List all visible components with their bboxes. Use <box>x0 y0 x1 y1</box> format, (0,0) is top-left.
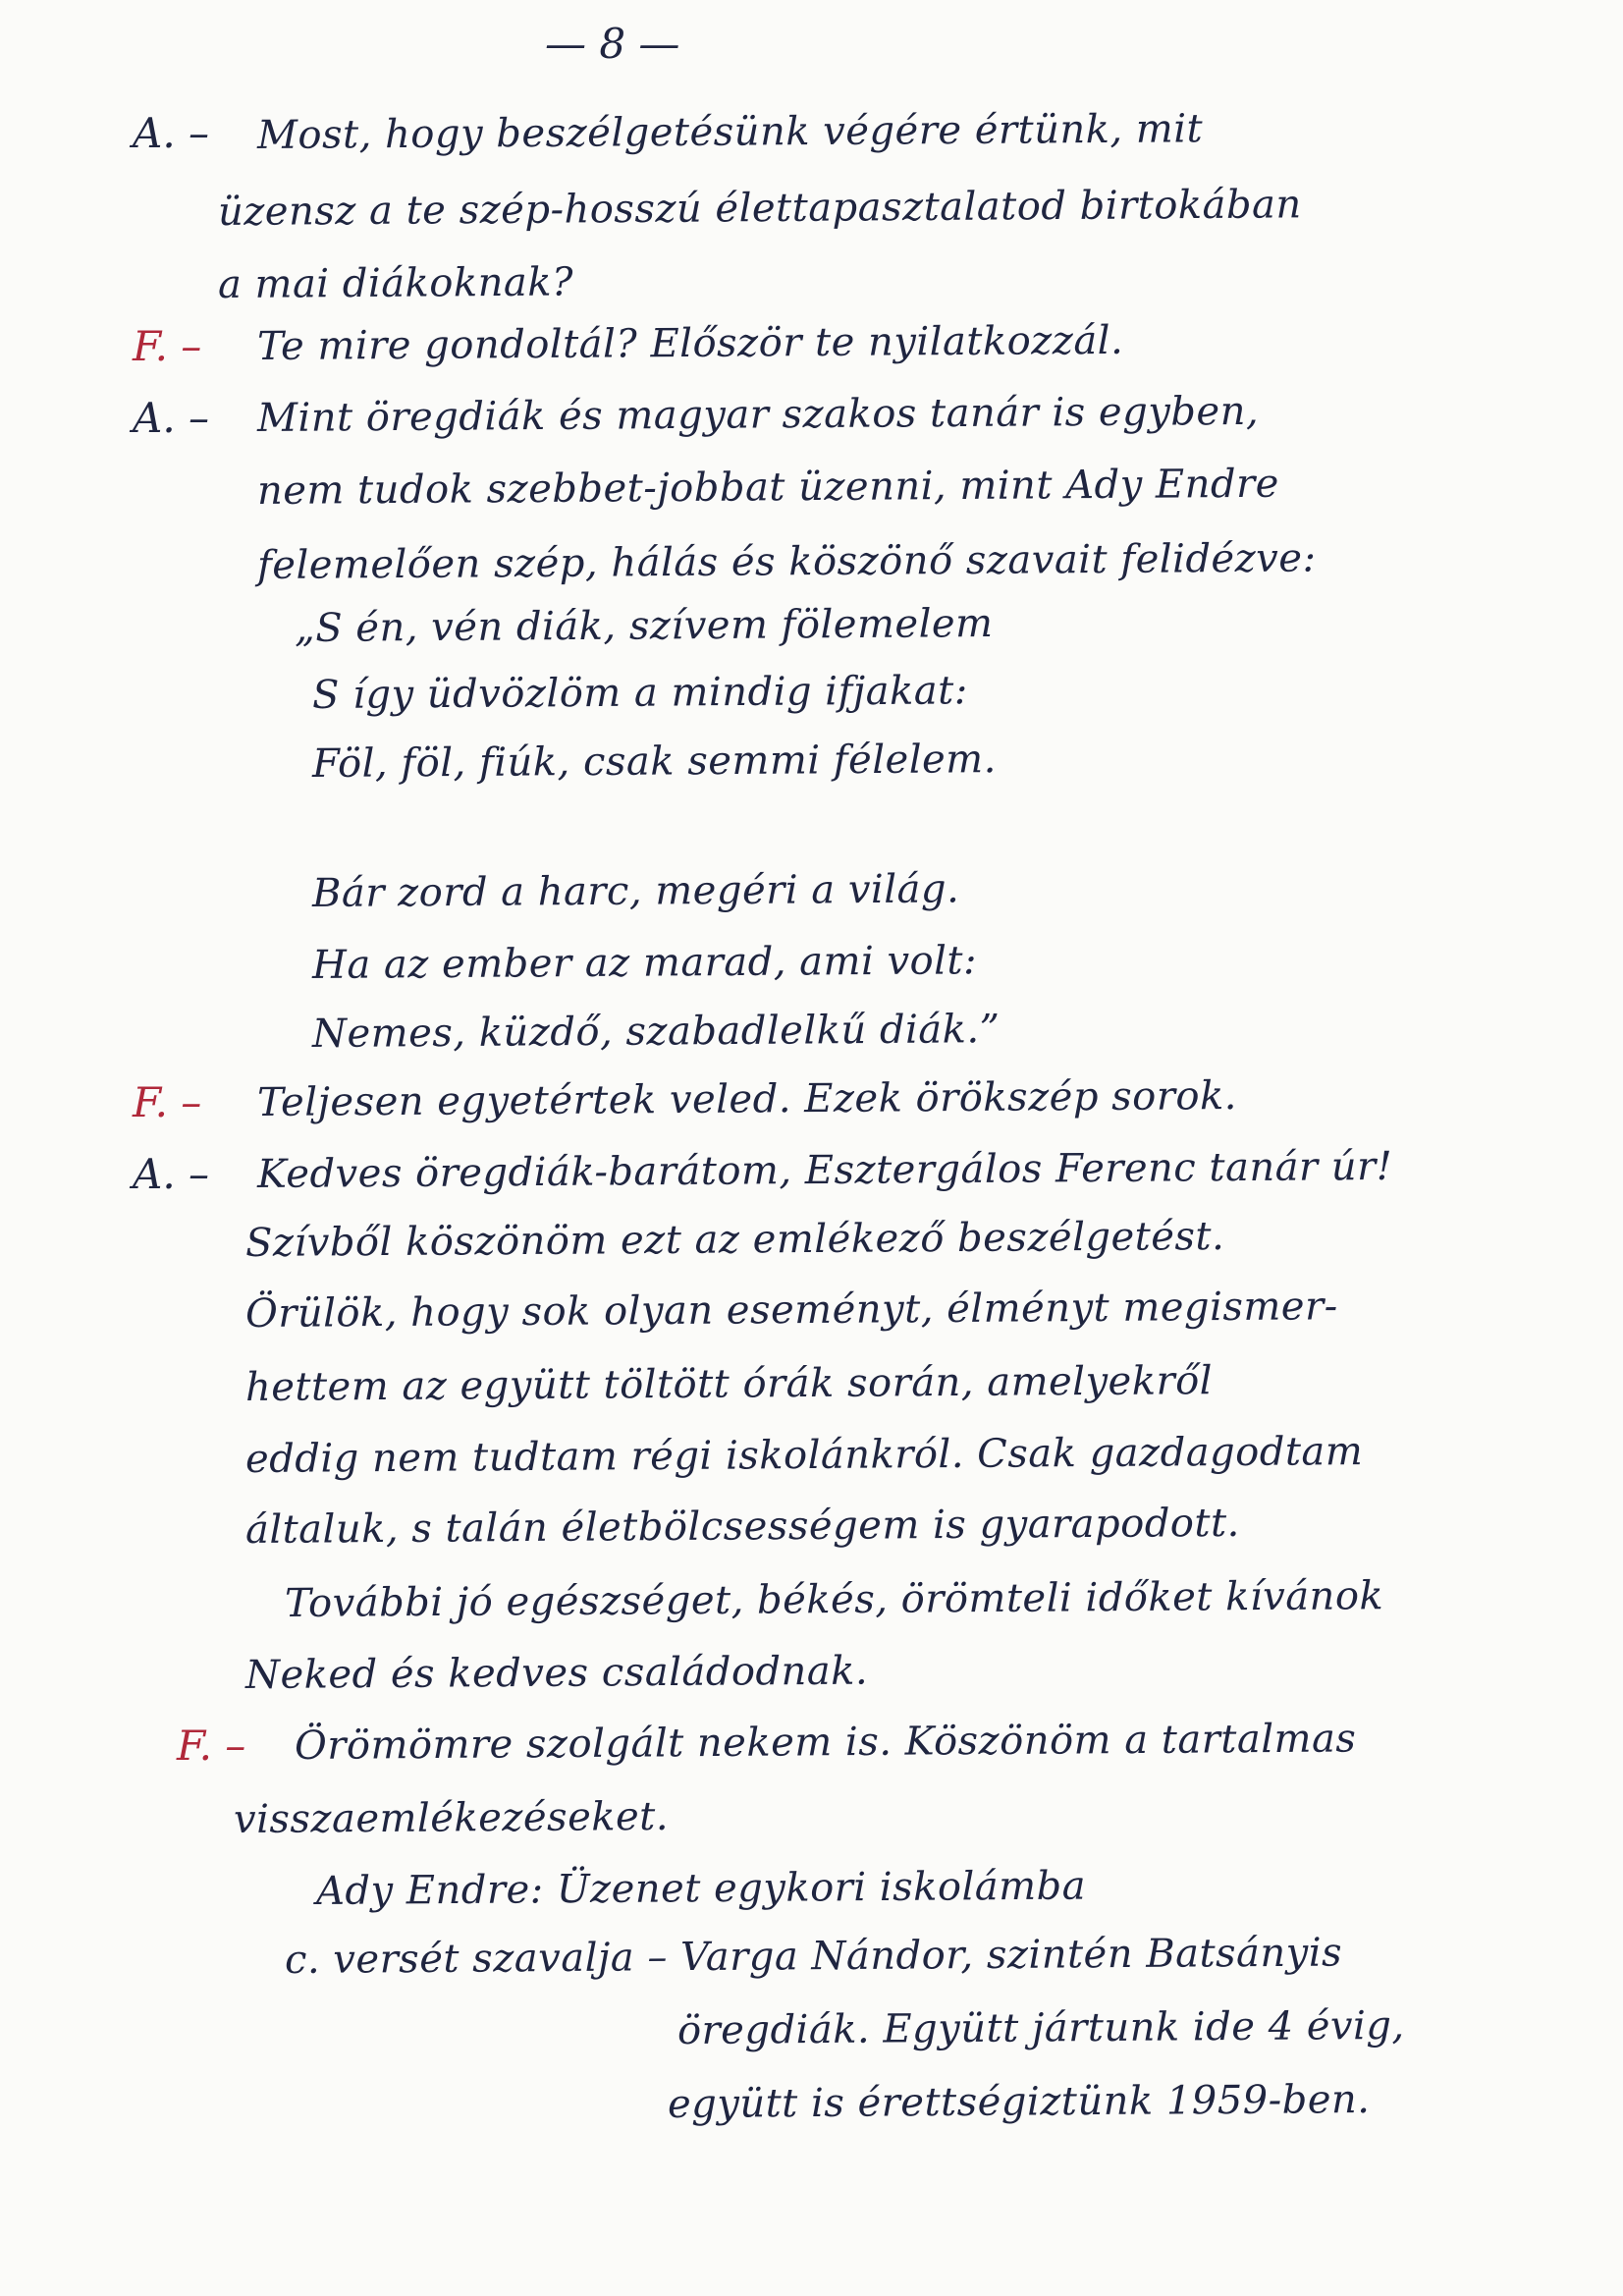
poem-line: Bár zord a harc, megéri a világ. <box>311 866 960 916</box>
text-line: eddig nem tudtam régi iskolánkról. Csak gazdagodtam <box>244 1429 1364 1482</box>
speaker-label: F. – <box>133 1078 202 1126</box>
poem-line: Föl, föl, fiúk, csak semmi félelem. <box>311 737 998 787</box>
note-line: öregdiák. Együtt jártunk ide 4 évig, <box>676 2002 1405 2053</box>
text-line: általuk, s talán életbölcsességem is gyarapodott. <box>244 1500 1240 1553</box>
text-line: nem tudok szebbet-jobbat üzenni, mint Ady Endre <box>256 461 1279 514</box>
poem-line: S így üdvözlöm a mindig ifjakat: <box>311 668 968 718</box>
text-line: visszaemlékezéseket. <box>233 1793 670 1842</box>
note-line: együtt is érettségiztünk 1959-ben. <box>667 2077 1371 2127</box>
speaker-label: F. – <box>177 1722 246 1770</box>
text-line: Kedves öregdiák-barátom, Esztergálos Ferenc tanár úr! <box>256 1143 1393 1197</box>
speaker-label: A. – <box>133 1150 210 1198</box>
text-line: felemelően szép, hálás és köszönő szavait felidézve: <box>256 535 1317 588</box>
text-line: Most, hogy beszélgetésünk végére értünk, mit <box>256 106 1204 158</box>
poem-line: „S én, vén diák, szívem fölemelem <box>294 601 994 651</box>
text-line: Örülök, hogy sok olyan eseményt, élményt megismer- <box>244 1284 1338 1337</box>
page-number: — 8 — <box>545 20 680 68</box>
poem-line: Nemes, küzdő, szabadlelkű diák.” <box>311 1007 1001 1057</box>
text-line: Szívből köszönöm ezt az emlékező beszélgetést. <box>244 1214 1225 1266</box>
speaker-label: A. – <box>133 109 210 157</box>
speaker-label: A. – <box>133 394 210 442</box>
text-line: Mint öregdiák és magyar szakos tanár is egyben, <box>256 388 1260 441</box>
note-line: c. versét szavalja – Varga Nándor, szintén Batsányis <box>284 1930 1343 1983</box>
note-line: Ady Endre: Üzenet egykori iskolámba <box>315 1863 1087 1914</box>
text-line: a mai diákoknak? <box>217 259 574 307</box>
text-line: hettem az együtt töltött órák során, amelyekről <box>244 1358 1214 1410</box>
text-line: Te mire gondoltál? Először te nyilatkozzál. <box>256 317 1124 369</box>
text-line: üzensz a te szép-hosszú élettapasztalatod birtokában <box>217 182 1302 235</box>
text-line: Örömömre szolgált nekem is. Köszönöm a tartalmas <box>294 1716 1357 1769</box>
poem-line: Ha az ember az marad, ami volt: <box>311 938 978 988</box>
speaker-label: F. – <box>133 322 202 370</box>
text-line: További jó egészséget, békés, örömteli időket kívánok <box>284 1573 1384 1626</box>
text-line: Teljesen egyetértek veled. Ezek örökszép sorok. <box>256 1073 1238 1125</box>
text-line: Neked és kedves családodnak. <box>244 1648 869 1698</box>
